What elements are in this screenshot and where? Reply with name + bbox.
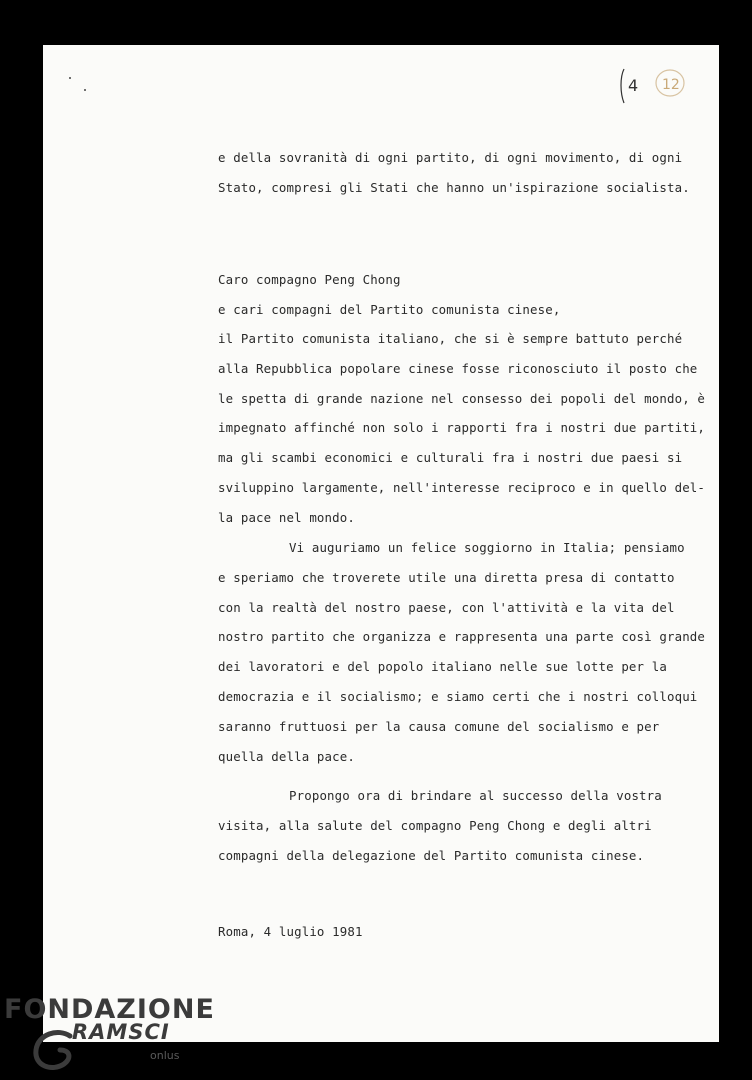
paragraph-main	[218, 324, 706, 533]
archive-watermark	[2, 994, 215, 1080]
text-line: impegnato affinché non solo i rapporti fra i nostri due partiti,	[218, 420, 706, 436]
watermark-line-1: FONDAZIONE	[4, 994, 215, 1025]
document-page	[43, 45, 719, 1042]
text-line: visita, alla salute del compagno Peng Chong e degli altri	[218, 817, 652, 833]
text-line: dei lavoratori e del popolo italiano nelle sue lotte per la	[218, 659, 667, 675]
handwritten-number-secondary: 12	[662, 77, 680, 93]
watermark-line-2: RAMSCI	[72, 1020, 170, 1044]
text-line: nostro partito che organizza e rappresenta una parte così grande	[218, 629, 706, 645]
paragraph-wishes	[218, 533, 706, 771]
handwritten-number-primary: 4	[628, 76, 639, 95]
text-line: ma gli scambi economici e culturali fra i nostri due paesi si	[218, 450, 683, 466]
text-line: quella della pace.	[218, 748, 355, 764]
salutation	[218, 265, 638, 325]
text-line: la pace nel mondo.	[218, 509, 355, 525]
margin-dot	[84, 89, 86, 91]
text-line: saranno fruttuosi per la causa comune del socialismo e per	[218, 718, 660, 734]
text-line: Propongo ora di brindare al successo della vostra	[289, 788, 662, 803]
text-line: e cari compagni del Partito comunista cinese,	[218, 301, 561, 317]
text-line: e della sovranità di ogni partito, di ogni movimento, di ogni	[218, 150, 683, 165]
paragraph-toast	[218, 781, 662, 870]
text-line: e speriamo che troverete utile una diretta presa di contatto	[218, 569, 675, 585]
text-line: Stato, compresi gli Stati che hanno un'ispirazione socialista.	[218, 179, 690, 195]
paragraph-continuation	[218, 143, 690, 203]
text-line: Caro compagno Peng Chong	[218, 272, 401, 287]
text-line: Vi auguriamo un felice soggiorno in Italia; pensiamo	[289, 540, 685, 555]
watermark-line-3: onlus	[150, 1049, 180, 1062]
text-line: alla Repubblica popolare cinese fosse riconosciuto il posto che	[218, 360, 698, 376]
date-line: Roma, 4 luglio 1981	[218, 924, 363, 939]
margin-dot	[69, 77, 71, 79]
text-line: con la realtà del nostro paese, con l'attività e la vita del	[218, 599, 675, 615]
text-line: il Partito comunista italiano, che si è sempre battuto perché	[218, 331, 683, 346]
text-line: sviluppino largamente, nell'interesse reciproco e in quello del-	[218, 479, 706, 495]
handwritten-page-number	[618, 65, 688, 105]
text-line: democrazia e il socialismo; e siamo certi che i nostri colloqui	[218, 688, 698, 704]
text-line: compagni della delegazione del Partito comunista cinese.	[218, 847, 645, 863]
text-line: le spetta di grande nazione nel consesso dei popoli del mondo, è	[218, 390, 706, 406]
closing-date	[218, 917, 638, 947]
